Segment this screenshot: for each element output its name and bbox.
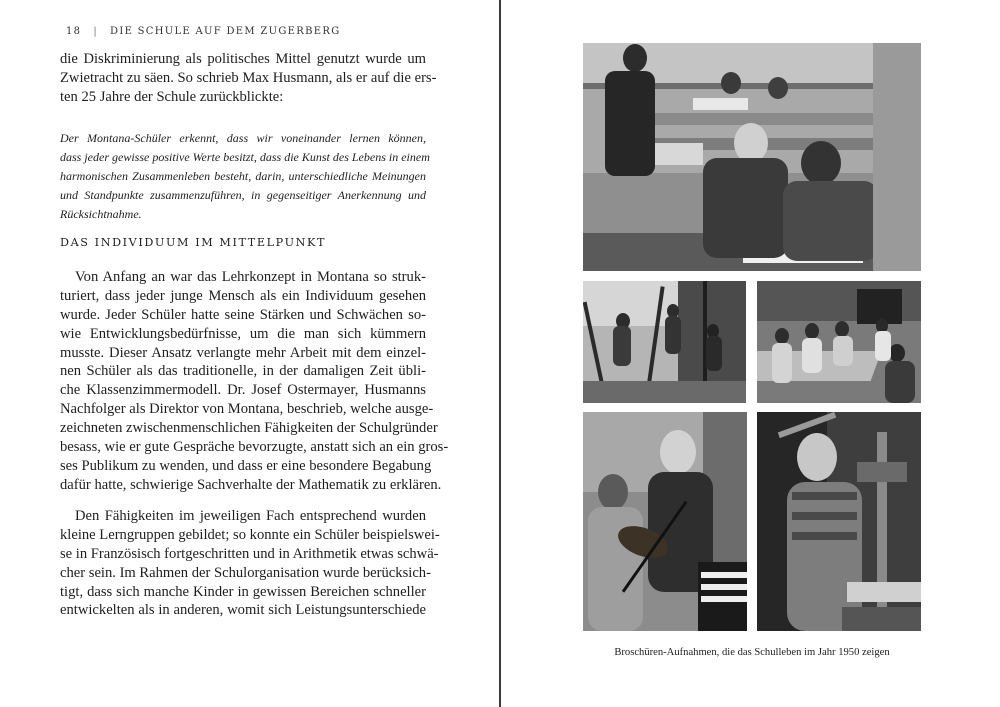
photo-workshop xyxy=(757,412,921,631)
text-line: wie Entwicklungsbedürfnisse, um die man sich kümmern xyxy=(60,325,426,342)
quote-line: harmonischen Zusammenleben besteht, darin, unterschiedliche Meinungen xyxy=(60,169,426,184)
quote-line: und Standpunkte zusammenzuführen, in gegenseitiger Anerkennung und xyxy=(60,188,426,203)
text-line: wurde. Jeder Schüler hatte seine Stärken und Schwächen so- xyxy=(60,306,426,323)
text-line: zeichneten zwischenmenschlichen Fähigkeiten der Schulgründer xyxy=(60,420,438,437)
text-line: tigt, dass sich manche Kinder in gewissen Bereichen schneller xyxy=(60,583,426,600)
text-line: Den Fähigkeiten im jeweiligen Fach entsprechend wurden xyxy=(75,508,426,524)
right-page xyxy=(501,0,1000,707)
photo-outdoor-class xyxy=(757,281,921,403)
text-line: cher sein. Im Rahmen der Schulorganisation wurde berücksich- xyxy=(60,564,431,581)
photo-classroom xyxy=(583,43,921,271)
running-head-separator: | xyxy=(93,26,98,37)
quote-line: dass jeder gewisse positive Werte besitzt, dass die Kunst des Lebens in einem xyxy=(60,150,430,165)
photo-violin-lesson xyxy=(583,412,747,631)
text-line: die Diskriminierung als politisches Mittel genutzt wurde um xyxy=(60,51,426,67)
quote-line: Rücksichtnahme. xyxy=(60,207,142,222)
photo-caption: Broschüren-Aufnahmen, die das Schulleben im Jahr 1950 zeigen xyxy=(614,647,890,658)
photo-climbing xyxy=(583,281,746,403)
text-line: ses Publikum zu wenden, und dass er eine besondere Begabung xyxy=(60,457,432,474)
paragraph-intro xyxy=(60,50,437,107)
page-number: 18 xyxy=(66,26,82,37)
text-line: besass, wie er gute Gespräche bevorzugte, anstatt sich an ein gros- xyxy=(60,439,449,456)
text-line: kleine Lerngruppen gebildet; so konnte ein Schüler beispielswei- xyxy=(60,526,440,543)
running-head xyxy=(66,26,340,37)
text-line: Von Anfang an war das Lehrkonzept in Montana so struk- xyxy=(75,269,426,285)
paragraph-individuum xyxy=(60,268,449,495)
paragraph-lerngruppen xyxy=(60,507,440,620)
text-line: se in Französisch fortgeschritten und in Arithmetik etwas schwä- xyxy=(60,545,439,562)
text-line: turiert, dass jeder junge Mensch als ein Individuum gesehen xyxy=(60,287,426,304)
text-line: musste. Dieser Ansatz verlangte mehr Arbeit mit dem einzel- xyxy=(60,344,426,361)
text-line: ten 25 Jahre der Schule zurückblickte: xyxy=(60,88,284,105)
text-line: dafür hatte, schwierige Sachverhalte der Mathematik zu erklären. xyxy=(60,476,442,493)
text-line: entwickelten als in anderen, womit sich Leistungsunterschiede xyxy=(60,602,426,619)
text-line: Zwietracht zu säen. So schrieb Max Husmann, als er auf die ers- xyxy=(60,69,437,86)
section-heading: DAS INDIVIDUUM IM MITTELPUNKT xyxy=(60,236,327,249)
block-quote xyxy=(60,129,430,224)
text-line: che Klassenzimmermodell. Dr. Josef Ostermayer, Husmanns xyxy=(60,382,426,399)
text-line: nen Schüler als das traditionelle, in der damaligen Zeit übli- xyxy=(60,363,426,380)
quote-line: Der Montana-Schüler erkennt, dass wir voneinander lernen können, xyxy=(60,131,426,145)
text-line: Nachfolger als Direktor von Montana, beschrieb, welche ausge- xyxy=(60,401,434,418)
running-title: DIE SCHULE AUF DEM ZUGERBERG xyxy=(110,26,341,37)
